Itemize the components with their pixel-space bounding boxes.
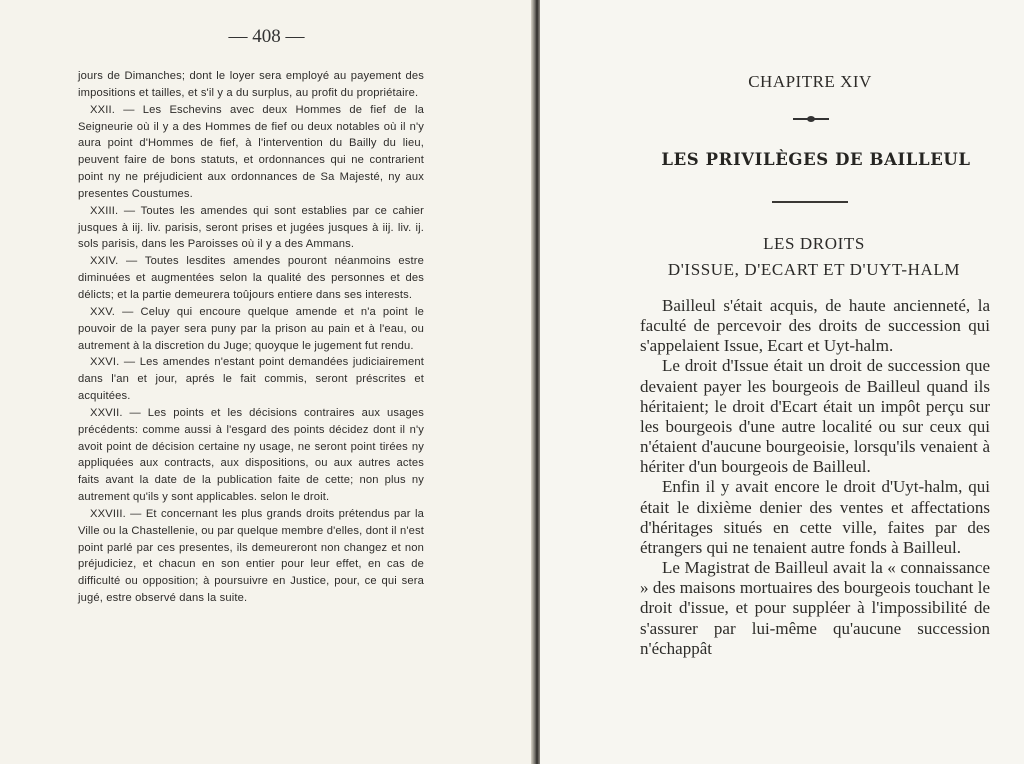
paragraph: Le droit d'Issue était un droit de succession que devaient payer les bourgeois de Bailleul quand ils héritaient; le droit d'Ecart était un impôt perçu sur les bourgeois d'une autre localité ou sur ceux qui n'étaient d'aucune bourgeoisie, lorsqu'ils venaient à hériter d'un bourgeois de Bailleul.: [640, 356, 990, 477]
paragraph: Le Magistrat de Bailleul avait la « connaissance » des maisons mortuaires des bourgeois touchant le droit d'issue, et pour suppléer à l'impossibilité de s'assurer par lui-même qu'aucune succession n'échappât: [640, 558, 990, 658]
right-page: [540, 0, 1024, 764]
paragraph: XXII. — Les Eschevins avec deux Hommes de fief de la Seigneurie où il y a des Hommes de fief ou deux notables où il n'y aura point d'Hommes de fief, à l'intervention du Bailly du lieu, peuvent faire de bons statuts, et ordonnances qui ne contrarient point ny ne préjudicient aux ordonnances de Sa Majesté, ny aux presentes Coustumes.: [78, 103, 424, 200]
paragraph: XXVIII. — Et concernant les plus grands droits prétendus par la Ville ou la Chastellenie, ou par quelque membre d'elles, dont il n'est point parlé par ces presentes, ils demeureront non changez et non préjudiciez, et chacun en son entier pour leur effet, en cas de difficulté ou opposition; à poursuivre en Justice, pour, ce qui sera jugé, estre observé dans la suite.: [78, 507, 424, 605]
paragraph: XXVII. — Les points et les décisions contraires aux usages précédents: comme aussi à l'esgard des points décidez dont il n'y avoit point de décision certaine ny usage, ne seront point tirées ny appliquées aux contracts, aux dispositions, ou aux autres actes faits avant la date de la publication faite de cette; non plus ny autrement qu'ils y sont applicables. selon le droit.: [78, 406, 424, 504]
ornament-divider: [793, 118, 829, 120]
paragraph: Bailleul s'était acquis, de haute ancienneté, la faculté de percevoir des droits de succession qui s'appelaient Issue, Ecart et Uyt-halm.: [640, 296, 990, 356]
paragraph: XXIII. — Toutes les amendes qui sont establies par ce cahier jusques à iij. liv. parisis, seront prises et jugées jusques à iij. liv. ij. sols parisis, dans les Paroisses où il y a des Ammans.: [78, 204, 424, 251]
paragraph: XXV. — Celuy qui encoure quelque amende et n'a point le pouvoir de la payer sera puny par la prison au pain et à l'eau, ou autrement à la discretion du Juge; quoyque le jugement fut rendu.: [78, 305, 424, 352]
section-title-line2: D'ISSUE, D'ECART ET D'UYT-HALM: [667, 260, 961, 279]
chapter-title: LES PRIVILÈGES DE BAILLEUL: [661, 150, 971, 169]
paragraph: Enfin il y avait encore le droit d'Uyt-halm, qui était le dixième denier des ventes et affectations d'héritages situés en cette ville, faites par des étrangers qui ne tenaient autre fonds à Bailleul.: [640, 477, 990, 557]
paragraph: XXIV. — Toutes lesdites amendes pouront néanmoins estre diminuées et augmentées selon la qualité des personnes et des délicts; et la partie demeurera toûjours entiere dans ses interests.: [78, 255, 424, 301]
paragraph: jours de Dimanches; dont le loyer sera employé au payement des impositions et tailles, et s'il y a du surplus, au profit du propriétaire.: [78, 70, 424, 99]
paragraph: XXVI. — Les amendes n'estant point demandées judiciairement dans l'an et jour, aprés le fait commis, seront préscrites et acquitées.: [78, 356, 424, 403]
left-page-body: [78, 68, 424, 607]
page-number: — 408 —: [228, 26, 305, 47]
section-title-line1: LES DROITS: [763, 234, 865, 253]
right-page-body: [640, 296, 990, 659]
chapter-heading: CHAPITRE XIV: [748, 72, 872, 91]
title-rule: [772, 201, 848, 203]
